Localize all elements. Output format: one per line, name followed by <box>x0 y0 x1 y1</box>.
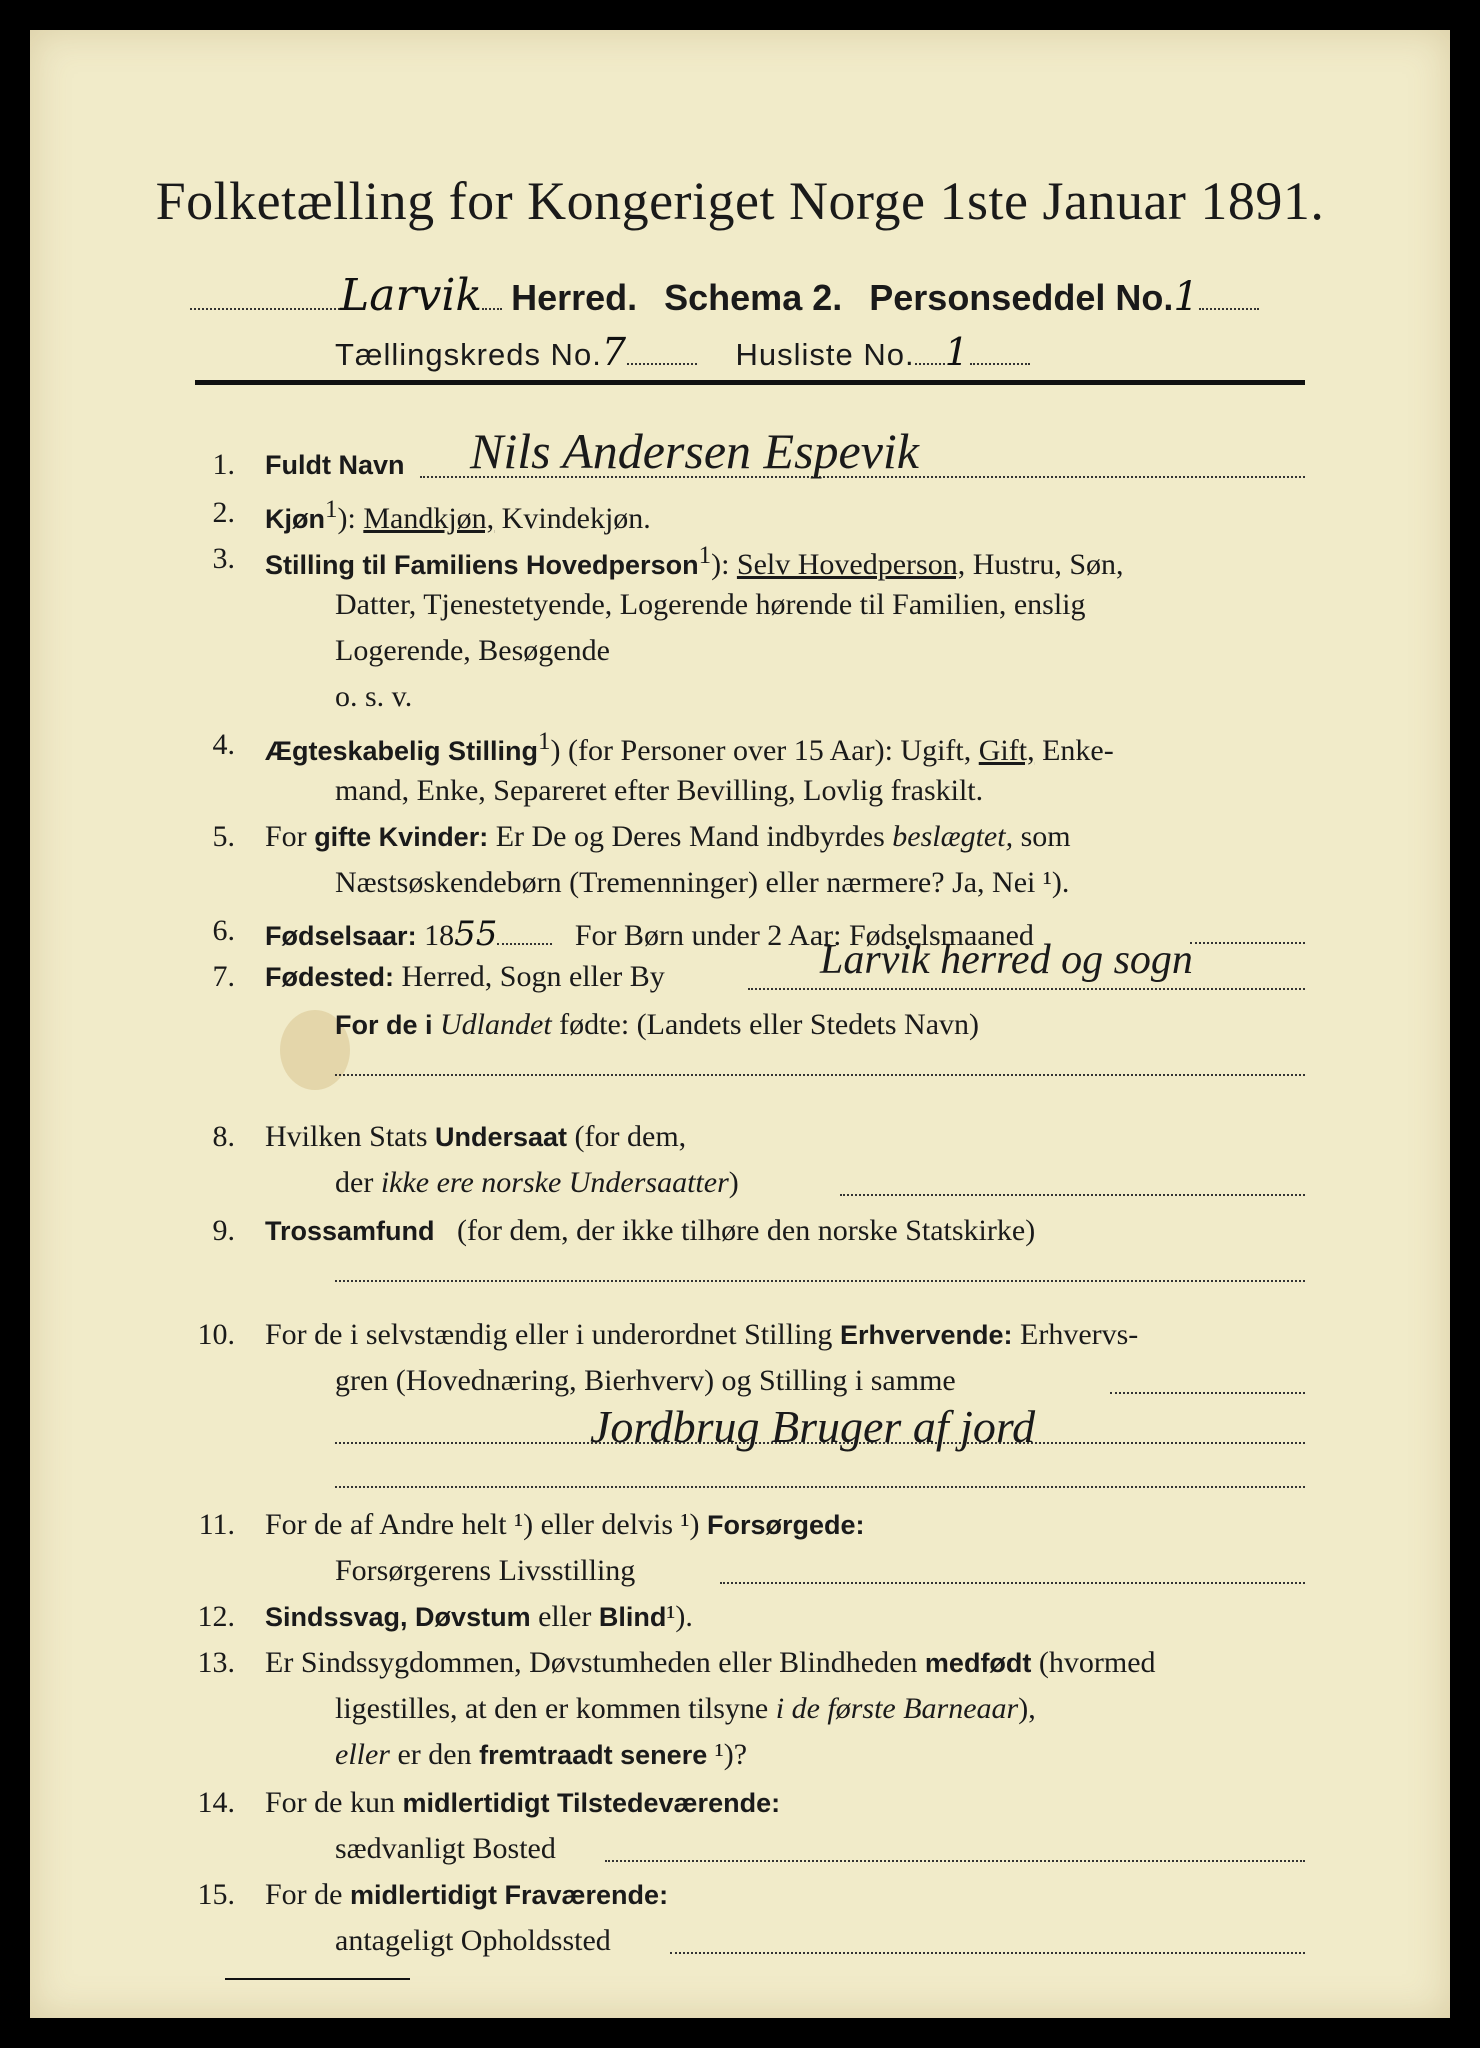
citizenship-text: (for dem, <box>574 1120 687 1153</box>
family-position-options: Hustru, Søn, <box>972 548 1124 581</box>
temp-absent-line2: antageligt Opholdssted <box>335 1924 611 1957</box>
birth-year-value: 55 <box>454 914 498 954</box>
field-number: 1. <box>212 448 235 481</box>
citizenship-line <box>840 1194 1305 1196</box>
religion-label: Trossamfund <box>265 1216 435 1246</box>
congenital-line3-end: ¹)? <box>714 1738 748 1771</box>
field-number: 5. <box>212 820 235 853</box>
field-congenital <box>265 1646 1156 1680</box>
religion-text: (for dem, der ikke tilhøre den norske Statskirke) <box>457 1214 1036 1247</box>
congenital-line2 <box>335 1692 1036 1726</box>
form-title: Folketælling for Kongeriget Norge 1ste Januar 1891. <box>155 171 1325 231</box>
header-rule <box>195 380 1305 385</box>
family-position-label: Stilling til Familiens Hovedperson <box>265 550 699 580</box>
congenital-line3-text: er den <box>397 1738 472 1771</box>
married-women-text2: som <box>1020 820 1071 853</box>
disability-label2: Blind <box>598 1602 667 1632</box>
herred-label: Herred. <box>511 277 638 318</box>
field-religion <box>265 1214 1035 1248</box>
field-number: 11. <box>198 1508 235 1541</box>
supported-line <box>720 1582 1305 1584</box>
field-number: 12. <box>197 1600 235 1633</box>
temp-absent-text: For de <box>265 1878 343 1911</box>
disability-mid: eller <box>538 1600 592 1633</box>
field-married-women <box>265 820 1071 854</box>
schema-label: Schema 2. <box>664 277 843 318</box>
occupation-line-c <box>335 1486 1305 1488</box>
personseddel-label: Personseddel No. <box>869 277 1174 318</box>
taellingskreds-label: Tællingskreds No. <box>335 337 602 372</box>
citizenship-line2 <box>335 1166 739 1200</box>
supported-line2: Forsørgerens Livsstilling <box>335 1554 636 1587</box>
temp-present-line <box>605 1860 1305 1862</box>
marital-selected: Gift, <box>978 734 1035 767</box>
sex-sep: ): <box>337 502 356 535</box>
supported-label: Forsørgede: <box>707 1510 865 1540</box>
citizenship-line2-italic: ikke ere norske Undersaatter <box>380 1166 729 1199</box>
congenital-line2-pre: ligestilles, at den er kommen tilsyne <box>335 1692 769 1725</box>
occupation-value: Jordbrug Bruger af jord <box>590 1401 1036 1452</box>
congenital-line2-italic: i de første Barneaar <box>775 1692 1019 1725</box>
footnote-mark: 1 <box>698 542 712 569</box>
marital-options: ) (for Personer over 15 Aar): Ugift, <box>550 734 972 767</box>
birthplace-value: Larvik herred og sogn <box>820 937 1193 983</box>
birthplace-foreign <box>335 1008 979 1042</box>
family-position-line3: Logerende, Besøgende <box>335 634 610 667</box>
family-position-line2: Datter, Tjenestetyende, Logerende hørende til Familien, enslig <box>335 588 1086 621</box>
field-birthplace <box>265 960 665 994</box>
citizenship-label: Undersaat <box>435 1122 568 1152</box>
occupation-line2: gren (Hovednæring, Bierhverv) og Stilling i samme <box>335 1364 956 1397</box>
herred-line <box>190 270 1259 321</box>
footnote-rule <box>225 1978 410 1980</box>
family-position-sep: ): <box>711 548 730 581</box>
foreign-pre: For de i <box>335 1010 433 1040</box>
citizenship-line2-end: ) <box>728 1166 739 1199</box>
husliste-label: Husliste No. <box>735 337 915 372</box>
temp-present-line2: sædvanligt Bosted <box>335 1832 556 1865</box>
sex-label: Kjøn <box>265 504 325 534</box>
sex-option-male: Mandkjøn, <box>363 502 495 535</box>
marital-label: Ægteskabelig Stilling <box>265 736 539 766</box>
citizenship-pre: Hvilken Stats <box>265 1120 428 1153</box>
temp-absent-label: midlertidigt Fraværende: <box>350 1880 669 1910</box>
field-number: 3. <box>212 542 235 575</box>
disability-label1: Sindssvag, Døvstum <box>265 1602 531 1632</box>
field-number: 6. <box>212 914 235 947</box>
temp-present-text: For de kun <box>265 1786 395 1819</box>
supported-text: For de af Andre helt ¹) eller delvis ¹) <box>265 1508 700 1541</box>
birth-month-label: For Børn under 2 Aar: Fødselsmaaned <box>574 919 1034 952</box>
sex-option-female: Kvindekjøn. <box>501 502 651 535</box>
occupation-text2: Erhvervs- <box>1020 1318 1139 1351</box>
married-women-italic: beslægtet, <box>892 820 1014 853</box>
field-number: 7. <box>212 960 235 993</box>
field-sex <box>265 496 651 536</box>
congenital-line3 <box>335 1738 747 1772</box>
full-name-label: Fuldt Navn <box>265 450 405 480</box>
field-number: 14. <box>197 1786 235 1819</box>
birth-year-label: Fødselsaar: <box>265 921 417 951</box>
citizenship-line2-pre: der <box>335 1166 374 1199</box>
married-women-label: gifte Kvinder: <box>314 822 489 852</box>
occupation-line-a <box>1110 1392 1305 1394</box>
field-number: 9. <box>212 1214 235 1247</box>
field-number: 4. <box>212 728 235 761</box>
herred-value: Larvik <box>340 270 483 321</box>
field-supported <box>265 1508 865 1542</box>
birth-year-prefix: 18 <box>424 919 455 952</box>
husliste-value: 1 <box>944 330 970 374</box>
field-number: 8. <box>212 1120 235 1153</box>
temp-present-label: midlertidigt Tilstedeværende: <box>402 1788 781 1818</box>
field-temp-absent <box>265 1878 668 1912</box>
field-occupation <box>265 1318 1138 1352</box>
census-form-page <box>30 30 1450 2018</box>
taellingskreds-value: 7 <box>601 330 627 374</box>
congenital-line3-italic: eller <box>335 1738 390 1771</box>
marital-options-end: Enke- <box>1042 734 1114 767</box>
foreign-line <box>335 1074 1305 1076</box>
congenital-line2-end: ), <box>1018 1692 1036 1725</box>
footnote-mark: 1 <box>538 728 551 755</box>
footnote-mark: 1 <box>325 496 338 523</box>
married-women-pre: For <box>265 820 307 853</box>
field-number: 2. <box>212 496 235 529</box>
temp-absent-line <box>670 1952 1305 1954</box>
field-full-name <box>265 448 405 482</box>
family-position-line4: o. s. v. <box>335 680 413 713</box>
field-number: 15. <box>197 1878 235 1911</box>
occupation-text: For de i selvstændig eller i underordnet Stilling <box>265 1318 833 1351</box>
foreign-italic: Udlandet <box>440 1008 552 1041</box>
congenital-line3-bold: fremtraadt senere <box>479 1740 708 1770</box>
married-women-line2: Næstsøskendebørn (Tremenninger) eller nærmere? Ja, Nei ¹). <box>335 866 1070 899</box>
field-family-position <box>265 542 1124 582</box>
married-women-text: Er De og Deres Mand indbyrdes <box>495 820 885 853</box>
congenital-text2: (hvormed <box>1038 1646 1156 1679</box>
birth-month-line <box>1190 942 1305 944</box>
congenital-label: medfødt <box>924 1648 1032 1678</box>
full-name-value: Nils Andersen Espevik <box>470 423 919 479</box>
occupation-label: Erhvervende: <box>839 1320 1013 1350</box>
foreign-text: fødte: (Landets eller Stedets Navn) <box>559 1008 980 1041</box>
religion-line <box>335 1280 1305 1282</box>
family-position-selected: Selv Hovedperson, <box>736 548 966 581</box>
birthplace-text: Herred, Sogn eller By <box>401 960 665 993</box>
taellingskreds-line <box>335 330 1030 374</box>
field-temp-present <box>265 1786 780 1820</box>
congenital-text: Er Sindssygdommen, Døvstumheden eller Blindheden <box>265 1646 918 1679</box>
marital-line2: mand, Enke, Separeret efter Bevilling, Lovlig fraskilt. <box>335 774 984 807</box>
field-marital <box>265 728 1114 768</box>
field-number: 10. <box>197 1318 235 1351</box>
field-citizenship <box>265 1120 686 1154</box>
personseddel-value: 1 <box>1173 274 1199 320</box>
field-number: 13. <box>197 1646 235 1679</box>
birthplace-label: Fødested: <box>265 962 395 992</box>
field-disability <box>265 1600 693 1634</box>
birthplace-line <box>748 988 1305 990</box>
disability-end: ¹). <box>666 1600 693 1633</box>
